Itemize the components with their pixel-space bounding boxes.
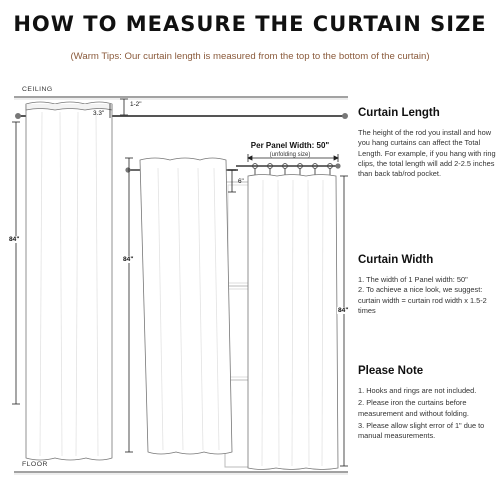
ring-gap-dimension	[228, 170, 236, 192]
right-length-label: 84"	[338, 307, 349, 314]
rod-gap-label: 1-2"	[130, 101, 142, 108]
left-length-dimension	[12, 122, 20, 404]
right-length-dimension	[340, 176, 348, 466]
right-rod	[236, 163, 341, 176]
left-length-label: 84"	[9, 236, 20, 243]
curtain-width-line-2: 2. To achieve a nice look, we suggest: curtain width = curtain rod width x 1.5-2 times	[358, 285, 487, 315]
floor-label: FLOOR	[22, 461, 48, 468]
note-line-2: 2. Please iron the curtains before measurement and without folding.	[358, 398, 469, 418]
curtain-length-section	[358, 107, 498, 179]
curtain-length-heading: Curtain Length	[358, 107, 440, 119]
note-line-3: 3. Please allow slight error of 1" due to manual measurements.	[358, 420, 485, 441]
page-title: HOW TO MEASURE THE CURTAIN SIZE	[13, 12, 487, 36]
please-note-section	[358, 365, 498, 441]
curtain-width-heading: Curtain Width	[358, 254, 434, 266]
curtain-length-text: The height of the rod you install and how you hang curtains can affect the Total Length. For example, if you hang with ring clips, the total length will add 2-2.5 inches than back tab/rod pocket.	[358, 128, 496, 179]
curtain-width-line-1: 1. The width of 1 Panel width: 50"	[358, 275, 468, 284]
ring-gap-label: 6"	[238, 178, 244, 185]
ceiling-label: CEILING	[22, 86, 53, 93]
middle-length-dimension	[125, 158, 133, 452]
top-gap-label: 3.3"	[93, 110, 105, 117]
panel-width-label: Per Panel Width: 50"	[250, 141, 330, 150]
rod-gap-dimension	[120, 99, 128, 115]
curtain-right	[248, 175, 338, 470]
panel-width-callout	[245, 141, 335, 158]
curtain-width-section	[358, 254, 498, 316]
please-note-heading: Please Note	[358, 365, 424, 377]
middle-length-label: 84"	[123, 256, 134, 263]
curtain-left	[26, 102, 112, 460]
curtain-middle	[140, 158, 232, 454]
warm-tips: (Warm Tips: Our curtain length is measured from the top to the bottom of the curtain)	[70, 51, 430, 62]
note-line-1: 1. Hooks and rings are not included.	[358, 386, 477, 395]
panel-width-sub: (unfolding size)	[269, 152, 311, 158]
